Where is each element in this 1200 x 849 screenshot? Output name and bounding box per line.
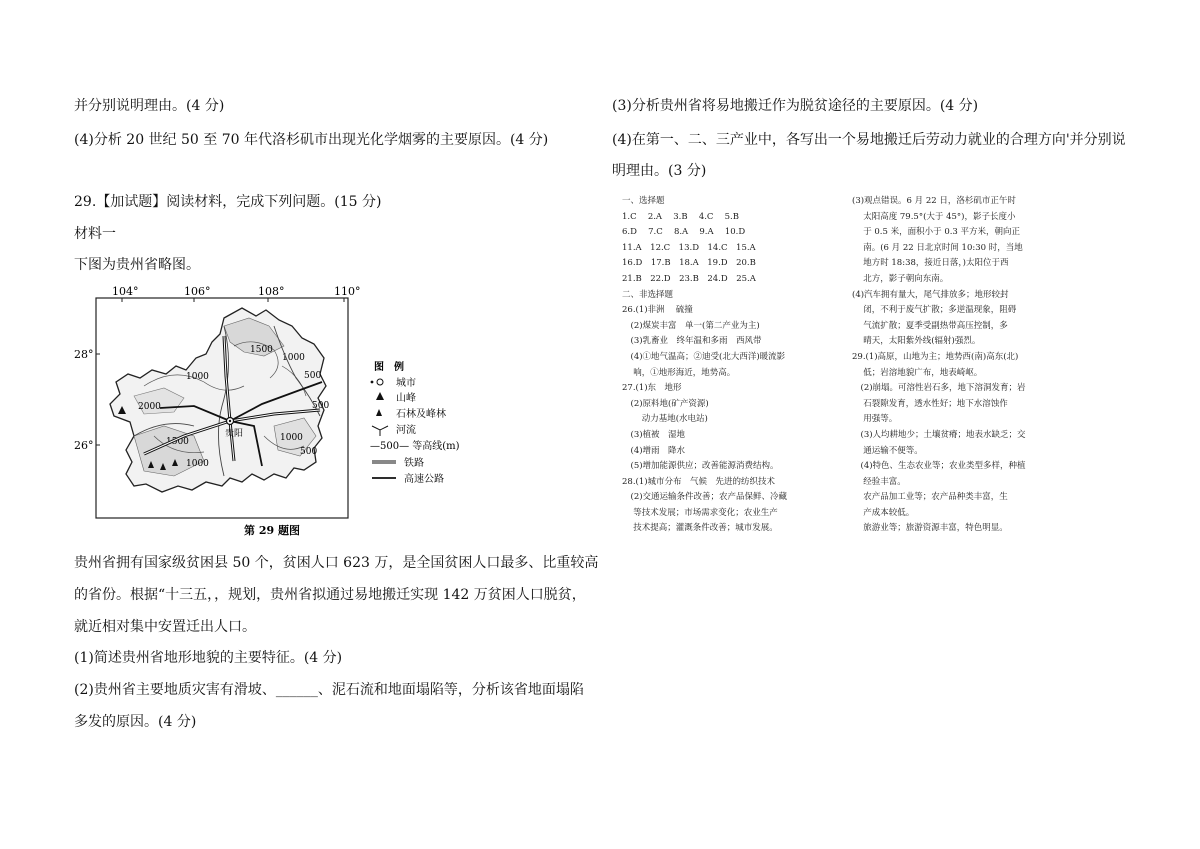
guizhou-map-figure xyxy=(74,286,524,536)
material-label: 材料一 xyxy=(74,226,116,242)
q28-part4: (4)分析 20 世纪 50 至 70 年代洛杉矶市出现光化学烟雾的主要原因。(4 分) xyxy=(74,132,549,148)
answer-key-column-1 xyxy=(622,194,832,537)
legend-label: 铁路 xyxy=(404,458,424,469)
contour-label: 500 xyxy=(312,401,330,411)
q29-part4-line2: 明理由。(3 分) xyxy=(612,163,707,179)
contour-label: 1500 xyxy=(166,437,189,447)
answer-line: (4)汽车拥有量大，尾气排放多；地形较封 xyxy=(852,289,1009,300)
lon-label: 110° xyxy=(334,286,361,298)
answer-line: 北方，影子朝向东南。 xyxy=(852,273,949,284)
contour-label: 1000 xyxy=(280,433,303,443)
answer-line: 农产品加工业等；农产品种类丰富，生 xyxy=(852,492,1008,503)
answer-line: 用强等。 xyxy=(852,414,898,425)
answer-line: (3)乳畜业 终年温和多雨 西风带 xyxy=(622,336,762,347)
contour-label: 1500 xyxy=(250,345,273,355)
legend-label: 高速公路 xyxy=(404,474,444,485)
answer-line: 响，①地形海近，地势高。 xyxy=(622,367,736,378)
contour-label: 1000 xyxy=(282,353,305,363)
legend-title: 图 例 xyxy=(374,362,404,373)
answer-line: 21.B 22.D 23.B 24.D 25.A xyxy=(622,273,756,284)
legend-river-icon xyxy=(372,426,388,436)
q28-tail-text: 并分别说明理由。(4 分) xyxy=(74,98,225,114)
lon-label: 106° xyxy=(184,286,211,298)
lat-label: 26° xyxy=(74,439,94,452)
q29-part3: (3)分析贵州省将易地搬迁作为脱贫途径的主要原因。(4 分) xyxy=(612,98,979,114)
legend-label: 山峰 xyxy=(396,393,416,404)
answer-line: (3)人均耕地少；土壤贫瘠；地表水缺乏；交 xyxy=(852,429,1026,440)
legend-peak-icon xyxy=(376,392,384,400)
q29-part4-line1: (4)在第一、二、三产业中，各写出一个易地搬迁后劳动力就业的合理方向'并分别说 xyxy=(612,132,1126,148)
answer-line: 晴天，太阳紫外线(辐射)强烈。 xyxy=(852,336,981,347)
answer-line: 29.(1)高原，山地为主；地势西(南)高东(北) xyxy=(852,351,1019,362)
city-label: 贵阳 xyxy=(225,429,244,439)
q29-part2-line1: (2)贵州省主要地质灾害有滑坡、______、泥石流和地面塌陷等，分析该省地面塌陷 xyxy=(74,682,584,698)
material-paragraph-line: 就近相对集中安置迁出人口。 xyxy=(74,619,256,635)
answer-line: 6.D 7.C 8.A 9.A 10.D xyxy=(622,227,746,238)
answer-line: (4)①地气温高；②迪受(北大西洋)暖流影 xyxy=(622,351,786,362)
q29-part1: (1)简述贵州省地形地貌的主要特征。(4 分) xyxy=(74,650,343,666)
legend-label: 城市 xyxy=(396,378,416,389)
answer-line: 一、选择题 xyxy=(622,196,665,206)
answer-line: 于 0.5 米，面积小于 0.3 平方米，朝向正 xyxy=(852,227,1021,238)
contour-label: 1000 xyxy=(186,459,209,469)
answer-line: 动力基地(水电站) xyxy=(622,414,708,425)
answer-line: 石裂隙发育，透水性好；地下水溶蚀作 xyxy=(852,398,1008,409)
answer-line: 通运输不便等。 xyxy=(852,445,923,456)
answer-line: 闭，不利于废气扩散；多逆温现象，阻碍 xyxy=(852,305,1017,316)
answer-line: 27.(1)东 地形 xyxy=(622,383,682,394)
lon-label: 108° xyxy=(258,286,285,298)
answer-line: 28.(1)城市分布 气候 先进的纺织技术 xyxy=(622,476,776,487)
answer-line: 26.(1)非洲 硫撞 xyxy=(622,305,693,316)
answer-line: (4)增雨 降水 xyxy=(622,445,686,456)
answer-line: 技术提高；灌溉条件改善；城市发展。 xyxy=(622,523,778,534)
answer-line: 经验丰富。 xyxy=(852,476,906,487)
answer-line: (2)原料地(矿产资源) xyxy=(622,398,709,409)
answer-line: 气流扩散；夏季受副热带高压控制，多 xyxy=(852,320,1008,331)
answer-line: (2)煤炭丰富 单一(第二产业为主) xyxy=(622,320,760,331)
lat-label: 28° xyxy=(74,348,94,361)
answer-line: (3)植被 湿地 xyxy=(622,429,686,440)
q29-title: 29.【加试题】阅读材料，完成下列问题。(15 分) xyxy=(74,194,382,210)
answer-line: 旅游业等；旅游资源丰富，特色明显。 xyxy=(852,523,1008,534)
material-paragraph-line: 的省份。根据“十三五，，规划，贵州省拟通过易地搬迁实现 142 万贫困人口脱贫， xyxy=(74,587,586,603)
legend-label: 石林及峰林 xyxy=(396,409,446,420)
city-marker-dot xyxy=(229,420,231,422)
answer-line: 地方时 18:38，接近日落，)太阳位于西 xyxy=(852,258,1009,269)
legend-city-icon xyxy=(377,379,383,385)
q29-part2-line2: 多发的原因。(4 分) xyxy=(74,714,197,730)
legend-karst-icon xyxy=(376,409,382,416)
answer-line: 太阳高度 79.5°(大于 45°)，影子长度小 xyxy=(852,211,1016,222)
answer-line: 等技术发展；市场需求变化；农业生产 xyxy=(622,507,778,518)
answer-line: (2)崩塌。可溶性岩石多，地下溶洞发育；岩 xyxy=(852,383,1026,394)
answer-line: 南。(6 月 22 日北京时间 10:30 时，当地 xyxy=(852,242,1023,253)
map-intro: 下图为贵州省略图。 xyxy=(74,257,200,273)
answer-line: 低；岩溶地貌广布，地表崎岖。 xyxy=(852,367,983,378)
answer-line: (4)特色、生态农业等；农业类型多样，种植 xyxy=(852,461,1026,472)
answer-line: 二、非选择题 xyxy=(622,289,674,300)
answer-line: (3)观点错误。6 月 22 日，洛杉矶市正午时 xyxy=(852,196,1016,206)
contour-label: 500 xyxy=(304,371,322,381)
legend-city-dot xyxy=(371,381,374,384)
lon-label: 104° xyxy=(112,286,139,298)
material-paragraph-line: 贵州省拥有国家级贫困县 50 个，贫困人口 623 万，是全国贫困人口最多、比重较高 xyxy=(74,555,599,571)
answer-line: 11.A 12.C 13.D 14.C 15.A xyxy=(622,242,756,253)
contour-label: 2000 xyxy=(138,402,161,412)
legend-label: —500— 等高线(m) xyxy=(370,441,460,452)
figure-caption: 第 29 题图 xyxy=(244,524,300,536)
answer-key-column-2 xyxy=(852,194,1062,537)
answer-line: 16.D 17.B 18.A 19.D 20.B xyxy=(622,258,756,269)
answer-line: 产成本较低。 xyxy=(852,507,915,518)
contour-label: 500 xyxy=(300,447,318,457)
answer-line: (5)增加能源供应；改善能源消费结构。 xyxy=(622,461,779,472)
contour-label: 1000 xyxy=(186,372,209,382)
answer-line: (2)交通运输条件改善；农产品保鲜、冷藏 xyxy=(622,492,788,503)
legend-label: 河流 xyxy=(396,425,416,436)
answer-line: 1.C 2.A 3.B 4.C 5.B xyxy=(622,211,739,222)
